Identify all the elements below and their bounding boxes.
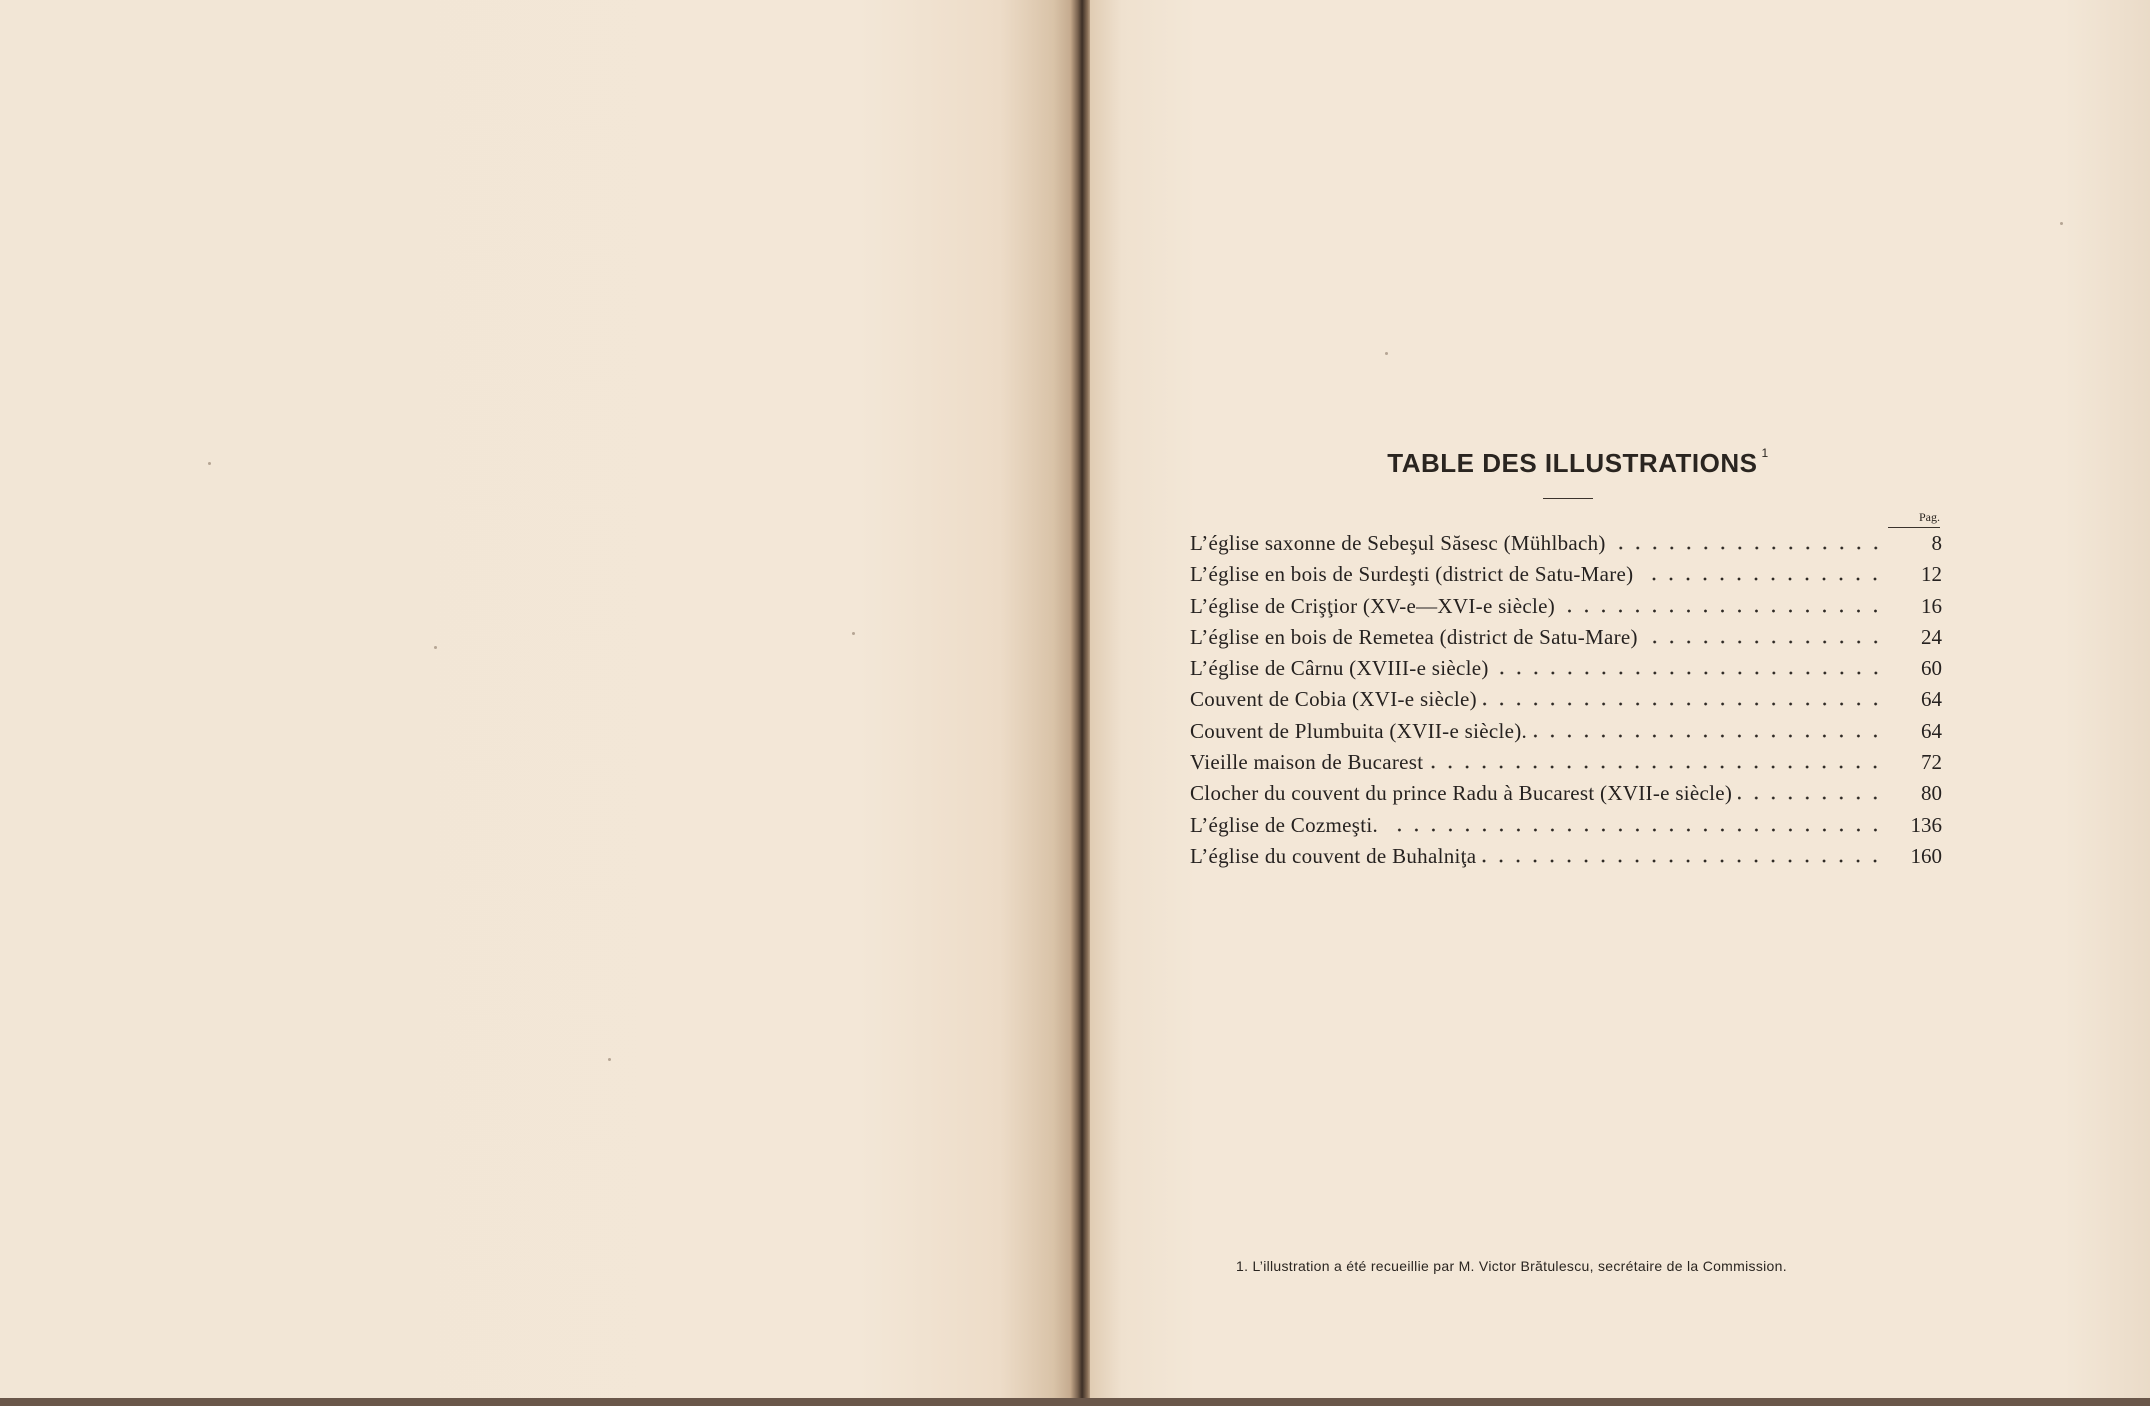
paper-speck <box>852 632 855 635</box>
toc-entry-page: 80 <box>1921 781 1942 806</box>
toc-entry-page: 72 <box>1921 750 1942 775</box>
toc-entry-label: Clocher du couvent du prince Radu à Bucarest (XVII-e siècle) <box>1190 781 1733 806</box>
toc-entry-page: 8 <box>1931 531 1942 555</box>
leader-dots <box>1738 780 1884 800</box>
blank-left-page <box>0 0 1075 1400</box>
leader-dots <box>1482 843 1884 863</box>
toc-entry-label: L’église de Crişţior (XV-e—XVI-e siècle) <box>1190 593 1556 618</box>
toc-list <box>1190 530 1942 874</box>
toc-entry-label: Couvent de Cobia (XVI-e siècle) <box>1190 687 1477 712</box>
paper-speck <box>208 462 211 465</box>
toc-entry-page: 136 <box>1910 812 1942 837</box>
toc-entry-label: L’église en bois de Surdeşti (district de Satu-Mare) <box>1190 562 1634 587</box>
toc-entry <box>1190 655 1942 686</box>
toc-entry-label: L’église saxonne de Sebeşul Săsesc (Mühlbach) <box>1190 531 1606 555</box>
toc-entry-page: 16 <box>1921 593 1942 618</box>
toc-entry <box>1190 780 1942 811</box>
leader-dots <box>1483 686 1884 706</box>
leader-dots <box>1384 812 1884 832</box>
leader-dots <box>1644 624 1884 644</box>
toc-entry-label: Vieille maison de Bucarest <box>1190 750 1424 775</box>
paper-speck <box>434 646 437 649</box>
paper-speck <box>2060 222 2063 225</box>
leader-dots <box>1639 561 1884 581</box>
toc-entry-label: L’église en bois de Remetea (district de Satu-Mare) <box>1190 624 1638 649</box>
toc-entry-page: 60 <box>1921 656 1942 681</box>
toc-entry-label: L’église du couvent de Buhalniţa <box>1190 843 1477 868</box>
toc-entry-page: 24 <box>1921 624 1942 649</box>
footnote-marker: 1 <box>1761 446 1769 460</box>
toc-entry <box>1190 624 1942 655</box>
leader-dots <box>1429 749 1884 769</box>
toc-entry-label: L’église de Cârnu (XVIII-e siècle) <box>1190 656 1489 681</box>
toc-entry <box>1190 561 1942 592</box>
toc-entry-label: Couvent de Plumbuita (XVII-e siècle). <box>1190 718 1528 743</box>
toc-entry-label: L’église de Cozmeşti. <box>1190 812 1379 837</box>
footnote: 1. L’illustration a été recueillie par M. Victor Brătulescu, secrétaire de la Commission. <box>1236 1258 1787 1274</box>
toc-entry <box>1190 593 1942 624</box>
toc-entry-page: 160 <box>1910 843 1942 868</box>
leader-dots <box>1533 718 1884 738</box>
paper-speck <box>1385 352 1388 355</box>
leader-dots <box>1561 593 1884 613</box>
toc-entry-page: 64 <box>1921 718 1942 743</box>
paper-speck <box>608 1058 611 1061</box>
page-bottom-edge <box>0 1398 2150 1406</box>
title-text: TABLE DES ILLUSTRATIONS <box>1387 448 1758 478</box>
toc-entry <box>1190 843 1942 874</box>
title-rule <box>1543 498 1593 499</box>
toc-entry-page: 64 <box>1921 687 1942 712</box>
leader-dots <box>1495 655 1884 675</box>
toc-entry-page: 12 <box>1921 562 1942 587</box>
toc-entry <box>1190 686 1942 717</box>
toc-entry <box>1190 812 1942 843</box>
page-title <box>1366 448 1786 479</box>
toc-entry <box>1190 749 1942 780</box>
leader-dots <box>1612 530 1884 550</box>
book-gutter <box>1070 0 1092 1406</box>
page-column-rule <box>1888 527 1940 528</box>
toc-entry <box>1190 530 1942 561</box>
toc-entry <box>1190 718 1942 749</box>
page-column-header: Pag. <box>1919 510 1940 524</box>
